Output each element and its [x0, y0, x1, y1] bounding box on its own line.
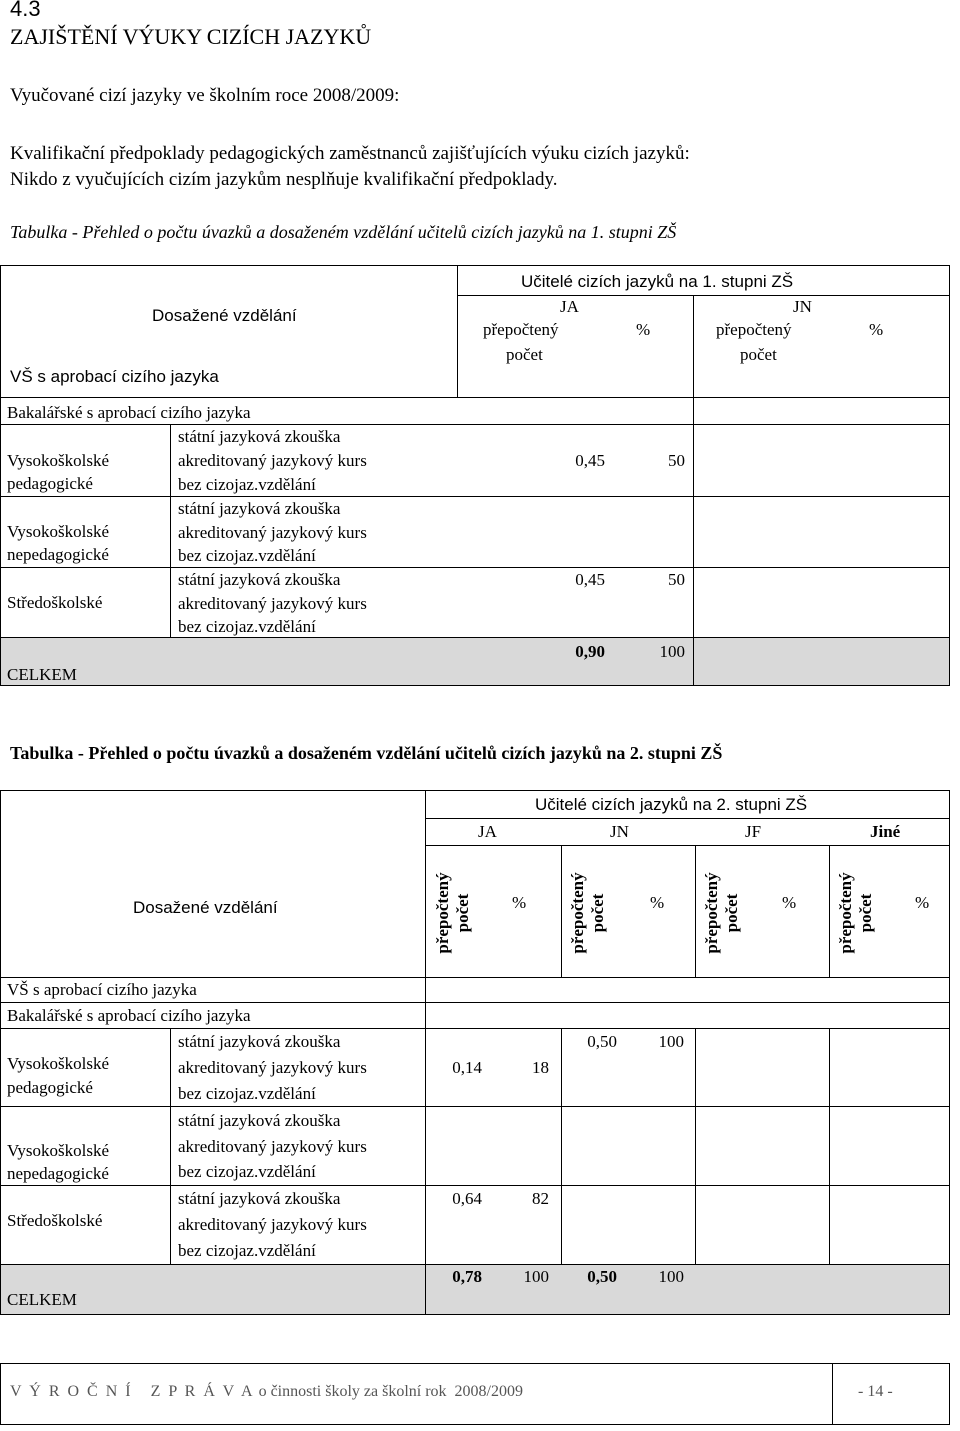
table2-caption: Tabulka - Přehled o počtu úvazků a dosaženém vzdělání učitelů cizích jazyků na 2. stupni ZŠ: [10, 743, 723, 763]
section-number: 4.3: [10, 0, 41, 21]
table2-jine-pct: %: [915, 893, 930, 912]
table1-group-header: Učitelé cizích jazyků na 1. stupni ZŠ: [521, 272, 794, 291]
table2-ped-akred: akreditovaný jazykový kurs: [178, 1058, 367, 1077]
table1-ss-statni-ja: 0,45: [575, 570, 605, 589]
table1-ja-header: JA: [560, 297, 579, 316]
footer-title: [10, 1383, 523, 1401]
table2-jf-pct: %: [782, 893, 797, 912]
footer-subtitle: o činnosti školy za školní rok 2008/2009: [258, 1383, 523, 1400]
table2-vs-ped-2: pedagogické: [7, 1078, 93, 1097]
table2-jf-prepocteny-pocet: přepočtený počet: [702, 872, 741, 954]
page-footer: [0, 1363, 960, 1431]
table1-vs-neped-1: Vysokoškolské: [7, 522, 110, 541]
table2-ped-bez: bez cizojaz.vzdělání: [178, 1084, 316, 1103]
table2-celkem-ja: 0,78: [452, 1267, 482, 1286]
table1-jn-prepocteny: přepočtený: [716, 320, 792, 339]
table2-celkem: CELKEM: [7, 1290, 77, 1309]
table1-vs-ped-2: pedagogické: [7, 474, 93, 493]
table1-ss-akred: akreditovaný jazykový kurs: [178, 594, 367, 613]
table2-neped-bez: bez cizojaz.vzdělání: [178, 1162, 316, 1181]
table2-ja-pct: %: [512, 893, 527, 912]
table2-jn-header: JN: [610, 822, 629, 841]
table2-ss-statni: státní jazyková zkouška: [178, 1189, 341, 1208]
table2-ja-prepocteny-pocet: přepočtený počet: [433, 872, 472, 954]
table2-vs-neped-1: Vysokoškolské: [7, 1141, 110, 1160]
table2-ss-statni-ja: 0,64: [452, 1189, 482, 1208]
table1-ss-statni: státní jazyková zkouška: [178, 570, 341, 589]
page-number: - 14 -: [858, 1383, 893, 1400]
table2-neped-akred: akreditovaný jazykový kurs: [178, 1137, 367, 1156]
table1-jn-pct: %: [869, 320, 884, 339]
table2-jn-pct: %: [650, 893, 665, 912]
table1-ss-bez: bez cizojaz.vzdělání: [178, 617, 316, 636]
table2-jf-header: JF: [745, 822, 762, 841]
intro-line-1: Vyučované cizí jazyky ve školním roce 2008/2009:: [10, 85, 400, 106]
table1-ped-akred-ja: 0,45: [575, 451, 605, 470]
table2-row-vs-aprobaci: VŠ s aprobací cizího jazyka: [7, 980, 197, 999]
table2-ped-akred-ja: 0,14: [452, 1058, 482, 1077]
table1-jn-header: JN: [793, 297, 812, 316]
table1-ped-statni: státní jazyková zkouška: [178, 427, 341, 446]
table1-vs-neped-2: nepedagogické: [7, 545, 109, 564]
table2-ss: Středoškolské: [7, 1211, 103, 1230]
table2-jine-header: Jiné: [870, 822, 901, 841]
footer-report-title: V Ý R O Č N Í Z P R Á V A: [10, 1383, 255, 1400]
intro-line-3: Nikdo z vyučujících cizím jazykům nesplňuje kvalifikační předpoklady.: [10, 169, 558, 190]
table1-ss-statni-pct: 50: [668, 570, 685, 589]
table1-vs-ped-1: Vysokoškolské: [7, 451, 110, 470]
table2-ped-akred-ja-pct: 18: [532, 1058, 549, 1077]
table1-ss: Středoškolské: [7, 593, 103, 612]
table2-group-header: Učitelé cizích jazyků na 2. stupni ZŠ: [535, 795, 808, 814]
table2-ss-statni-ja-pct: 82: [532, 1189, 549, 1208]
table2-celkem-ja-pct: 100: [523, 1267, 549, 1286]
table2-celkem-jn: 0,50: [587, 1267, 617, 1286]
table1-row-vs-aprobaci: VŠ s aprobací cizího jazyka: [10, 367, 219, 386]
table1-total-row-bg: [1, 637, 949, 685]
table1-col-label: Dosažené vzdělání: [152, 306, 297, 325]
table2-ss-bez: bez cizojaz.vzdělání: [178, 1241, 316, 1260]
table1-ped-akred-pct: 50: [668, 451, 685, 470]
table1-caption: Tabulka - Přehled o počtu úvazků a dosaženém vzdělání učitelů cizích jazyků na 1. stupni ZŠ: [10, 222, 677, 242]
table1-celkem: CELKEM: [7, 665, 77, 684]
table1-celkem-pct: 100: [659, 642, 685, 661]
table2-jine-prepocteny-pocet: přepočtený počet: [836, 872, 875, 954]
table1-celkem-ja: 0,90: [575, 642, 605, 661]
table1-neped-bez: bez cizojaz.vzdělání: [178, 546, 316, 565]
table2-ped-statni-jn-pct: 100: [658, 1032, 684, 1051]
table2-row-bak: Bakalářské s aprobací cizího jazyka: [7, 1006, 251, 1025]
table2-vs-ped-1: Vysokoškolské: [7, 1054, 110, 1073]
table2-jn-prepocteny-pocet: přepočtený počet: [568, 872, 607, 954]
table1-ja-pocet: počet: [506, 345, 543, 364]
table2-ja-header: JA: [478, 822, 497, 841]
table1-ja-prepocteny: přepočtený: [483, 320, 559, 339]
intro-line-2: Kvalifikační předpoklady pedagogických zaměstnanců zajišťujících výuku cizích jazyků:: [10, 143, 690, 164]
table1-neped-statni: státní jazyková zkouška: [178, 499, 341, 518]
table2-ped-statni: státní jazyková zkouška: [178, 1032, 341, 1051]
table2-vs-neped-2: nepedagogické: [7, 1164, 109, 1183]
table2-neped-statni: státní jazyková zkouška: [178, 1111, 341, 1130]
table2-ped-statni-jn: 0,50: [587, 1032, 617, 1051]
table1-neped-akred: akreditovaný jazykový kurs: [178, 523, 367, 542]
section-title: ZAJIŠTĚNÍ VÝUKY CIZÍCH JAZYKŮ: [10, 24, 372, 49]
table1-ja-pct: %: [636, 320, 651, 339]
table2-celkem-jn-pct: 100: [658, 1267, 684, 1286]
table1-ped-bez: bez cizojaz.vzdělání: [178, 475, 316, 494]
table2-ss-akred: akreditovaný jazykový kurs: [178, 1215, 367, 1234]
table1-row-bak: Bakalářské s aprobací cizího jazyka: [7, 403, 251, 422]
table2-col-label: Dosažené vzdělání: [133, 898, 278, 917]
table1-jn-pocet: počet: [740, 345, 777, 364]
table1-ped-akred: akreditovaný jazykový kurs: [178, 451, 367, 470]
